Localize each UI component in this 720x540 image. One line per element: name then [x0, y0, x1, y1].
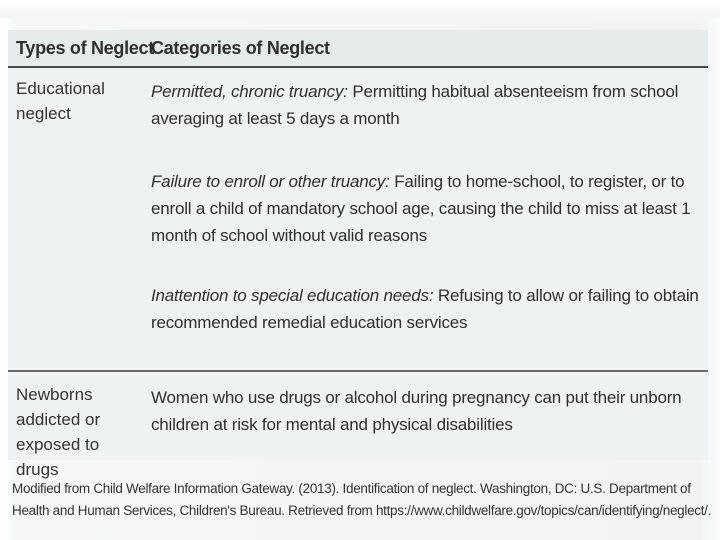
category-failure-to-enroll [151, 168, 711, 249]
category-text: Women who use drugs or alcohol during pregnancy can put their unborn children at risk for mental and physical disabilities [151, 388, 682, 434]
category-text: Permitting habitual absenteeism from school averaging at least 5 days a month [151, 82, 679, 128]
table-header [8, 30, 708, 68]
category-text: Refusing to allow or failing to obtain recommended remedial education services [151, 286, 699, 332]
category-special-education-needs [151, 282, 711, 336]
source-citation: Modified from Child Welfare Information Gateway. (2013). Identification of neglect. Washington, DC: U.S. Department of Health and Human Services, Children's Bureau. Retrieved from https://www.childwelfare.gov/topics/can/identifying/neglect/. [12, 481, 712, 518]
table-row-newborns [8, 370, 708, 479]
page-top-shadow [0, 0, 720, 18]
header-types-of-neglect: Types of Neglect [16, 38, 154, 58]
category-chronic-truancy [151, 78, 711, 132]
neglect-table [8, 30, 708, 479]
category-term: Failure to enroll or other truancy: [151, 172, 390, 191]
category-text: Failing to home-school, to register, or to enroll a child of mandatory school age, causing the child to miss at least 1 month of school without valid reasons [151, 172, 691, 245]
table-row-educational-neglect [8, 68, 708, 368]
type-educational-neglect: Educational neglect [16, 79, 105, 123]
type-newborns-exposed-to-drugs: Newborns addicted or exposed to drugs [16, 385, 101, 479]
category-prenatal-drug-use [151, 384, 711, 438]
category-term: Inattention to special education needs: [151, 286, 434, 305]
header-categories-of-neglect: Categories of Neglect [151, 38, 330, 58]
category-term: Permitted, chronic truancy: [151, 82, 348, 101]
